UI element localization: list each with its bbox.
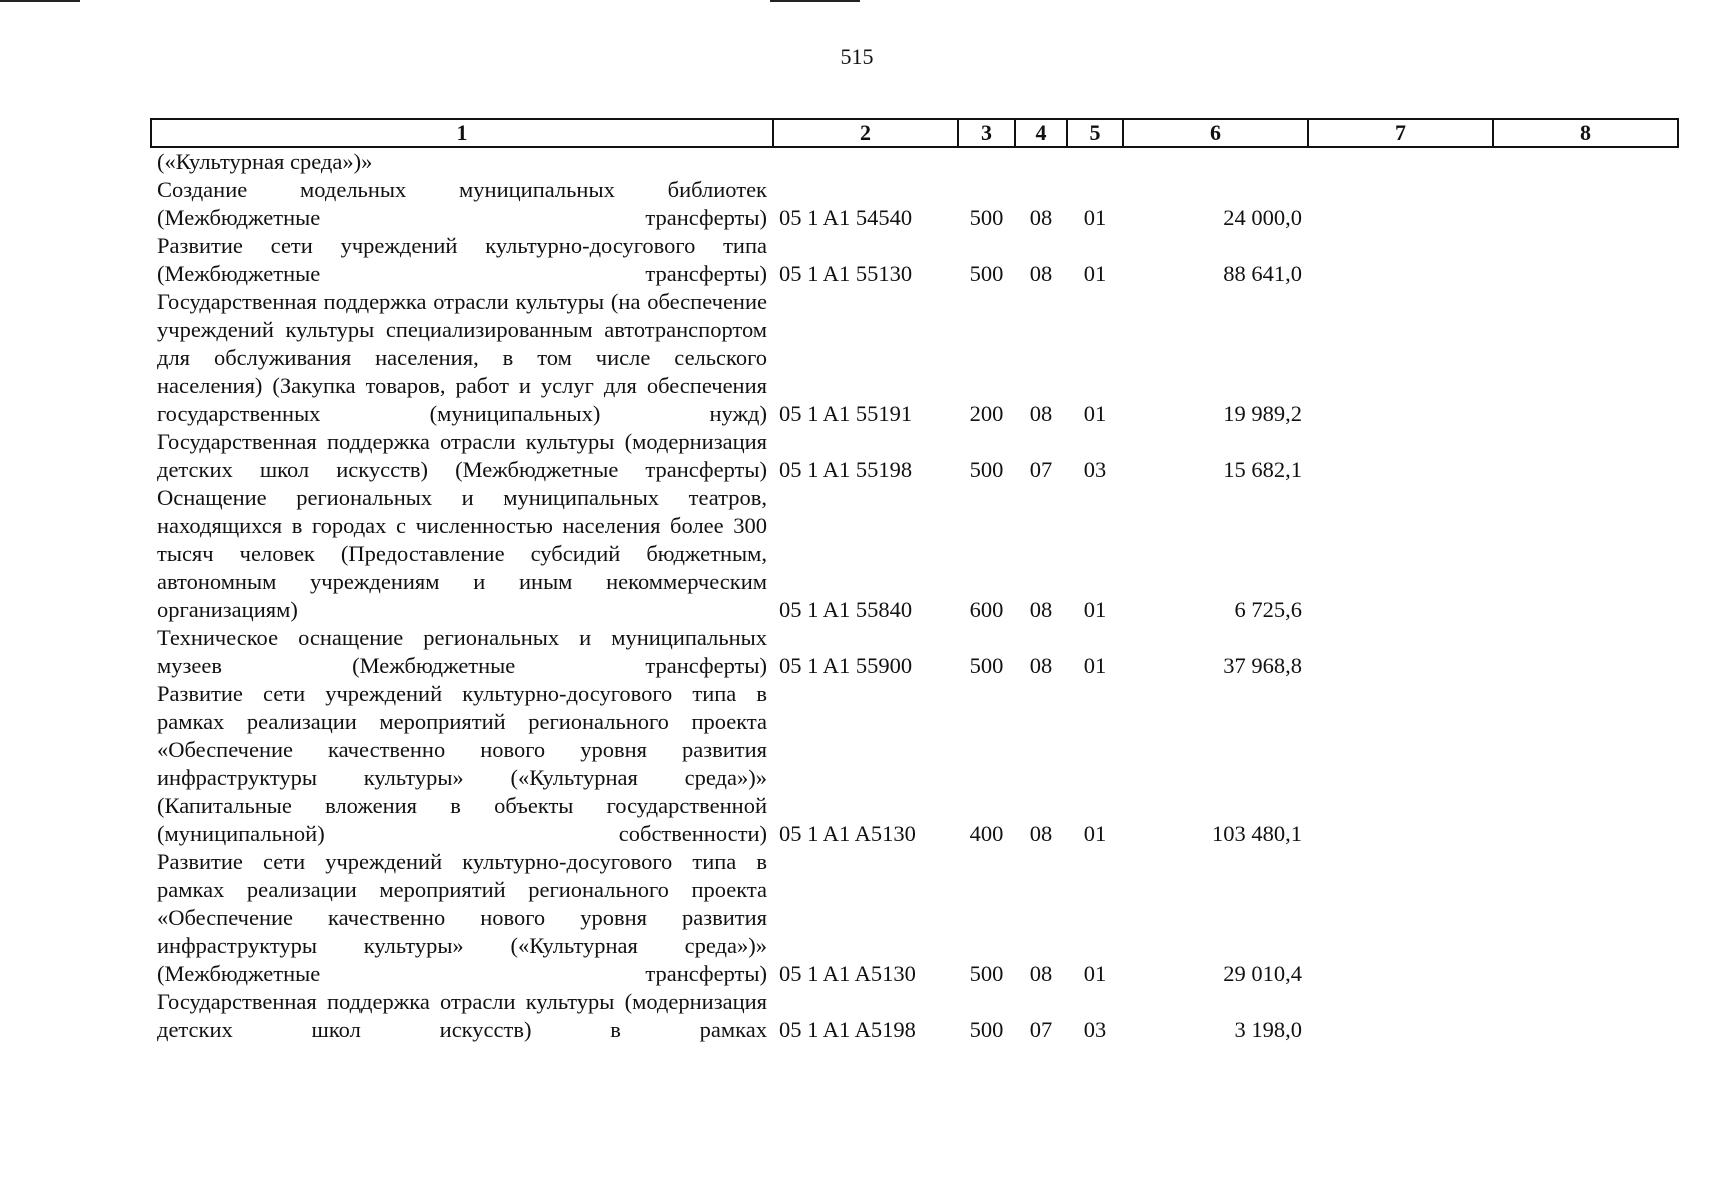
- row-target-code: 05 1 A1 55840: [779, 597, 913, 622]
- row-target-code: 05 1 A1 54540: [779, 205, 913, 230]
- row-col-7: [1308, 988, 1493, 1044]
- header-col-6: 6: [1123, 119, 1308, 147]
- row-target-code: 05 1 A1 55191: [779, 401, 913, 426]
- row-description: Оснащение региональных и муниципальных театров, находящихся в городах с численностью населения более 300 тысяч человек (Предоставление субсидий бюджетным, автономным учреждениям и иным некоммерческим организациям): [157, 485, 767, 622]
- table-row: [151, 176, 1678, 232]
- row-col-8: [1493, 624, 1678, 680]
- row-amount: 103 480,1: [1212, 821, 1302, 846]
- row-description: Создание модельных муниципальных библиотек (Межбюджетные трансферты): [157, 177, 767, 230]
- row-col-8: [1493, 680, 1678, 848]
- header-col-1: 1: [151, 119, 773, 147]
- row-col-7: [1308, 848, 1493, 988]
- row-expense-type: 500: [969, 457, 1004, 482]
- table-row-continuation: [151, 147, 1678, 176]
- header-col-4: 4: [1015, 119, 1067, 147]
- table-body: [151, 147, 1678, 1044]
- row-target-code: 05 1 A1 A5198: [779, 1017, 916, 1042]
- row-section: 08: [1029, 961, 1053, 986]
- row-amount: 88 641,0: [1223, 261, 1302, 286]
- row-section: 08: [1029, 821, 1053, 846]
- row-col-7: [1308, 484, 1493, 624]
- row-col-8: [1493, 176, 1678, 232]
- row-section: 08: [1029, 205, 1053, 230]
- row-section: 07: [1029, 1017, 1053, 1042]
- table-row: [151, 680, 1678, 848]
- row-col-8: [1493, 988, 1678, 1044]
- table-row: [151, 288, 1678, 428]
- header-row: [151, 119, 1678, 147]
- table-row: [151, 428, 1678, 484]
- row-expense-type: 500: [969, 1017, 1004, 1042]
- row-description: Техническое оснащение региональных и муниципальных музеев (Межбюджетные трансферты): [157, 625, 767, 678]
- table-row: [151, 484, 1678, 624]
- row-target-code: 05 1 A1 55900: [779, 653, 913, 678]
- row-target-code: 05 1 A1 55198: [779, 457, 913, 482]
- row-subsection: 01: [1083, 401, 1107, 426]
- row-subsection: 01: [1083, 653, 1107, 678]
- row-col-7: [1308, 428, 1493, 484]
- row-subsection: 03: [1083, 1017, 1107, 1042]
- header-col-5: 5: [1067, 119, 1123, 147]
- row-col-7: [1308, 624, 1493, 680]
- row-col-8: [1493, 288, 1678, 428]
- row-col-7: [1308, 232, 1493, 288]
- header-col-3: 3: [958, 119, 1015, 147]
- row-section: 08: [1029, 653, 1053, 678]
- table-header: [151, 119, 1678, 147]
- row-description: Развитие сети учреждений культурно-досугового типа (Межбюджетные трансферты): [157, 233, 767, 286]
- budget-table: [150, 118, 1679, 1044]
- scan-edge-line: [0, 0, 80, 2]
- row-amount: 37 968,8: [1223, 653, 1302, 678]
- row-expense-type: 600: [969, 597, 1004, 622]
- row-description: Развитие сети учреждений культурно-досугового типа в рамках реализации мероприятий регионального проекта «Обеспечение качественно нового уровня развития инфраструктуры культуры» («Культурная среда»)» (Капитальные вложения в объекты государственной (муниципальной) собственности): [157, 681, 767, 846]
- row-section: 08: [1029, 597, 1053, 622]
- row-subsection: 01: [1083, 597, 1107, 622]
- row-description: Развитие сети учреждений культурно-досугового типа в рамках реализации мероприятий регионального проекта «Обеспечение качественно нового уровня развития инфраструктуры культуры» («Культурная среда»)» (Межбюджетные трансферты): [157, 849, 767, 986]
- row-expense-type: 500: [969, 205, 1004, 230]
- row-expense-type: 500: [969, 261, 1004, 286]
- scan-edge-line: [770, 0, 860, 2]
- row-expense-type: 200: [969, 401, 1004, 426]
- row-description: Государственная поддержка отрасли культуры (на обеспечение учреждений культуры специализированным автотранспортом для обслуживания населения, в том числе сельского населения) (Закупка товаров, работ и услуг для обеспечения государственных (муниципальных) нужд): [157, 289, 767, 426]
- row-subsection: 01: [1083, 205, 1107, 230]
- row-section: 07: [1029, 457, 1053, 482]
- row-expense-type: 400: [969, 821, 1004, 846]
- row-description: («Культурная среда»)»: [157, 149, 373, 174]
- row-section: 08: [1029, 261, 1053, 286]
- table-row: [151, 232, 1678, 288]
- row-target-code: 05 1 A1 55130: [779, 261, 913, 286]
- header-col-2: 2: [773, 119, 958, 147]
- row-amount: 6 725,6: [1234, 597, 1302, 622]
- row-target-code: 05 1 A1 A5130: [779, 961, 916, 986]
- page-number: 515: [840, 44, 874, 69]
- row-col-8: [1493, 484, 1678, 624]
- row-amount: 19 989,2: [1223, 401, 1302, 426]
- table-row: [151, 848, 1678, 988]
- header-col-8: 8: [1493, 119, 1678, 147]
- row-amount: 24 000,0: [1223, 205, 1302, 230]
- table-row: [151, 624, 1678, 680]
- row-col-8: [1493, 848, 1678, 988]
- row-col-8: [1493, 232, 1678, 288]
- row-subsection: 01: [1083, 821, 1107, 846]
- row-expense-type: 500: [969, 653, 1004, 678]
- row-col-7: [1308, 288, 1493, 428]
- row-expense-type: 500: [969, 961, 1004, 986]
- row-amount: 3 198,0: [1234, 1017, 1302, 1042]
- row-description: Государственная поддержка отрасли культуры (модернизация детских школ искусств) (Межбюджетные трансферты): [157, 429, 767, 482]
- row-amount: 15 682,1: [1223, 457, 1302, 482]
- row-amount: 29 010,4: [1223, 961, 1302, 986]
- row-subsection: 03: [1083, 457, 1107, 482]
- row-subsection: 01: [1083, 961, 1107, 986]
- row-subsection: 01: [1083, 261, 1107, 286]
- row-col-7: [1308, 680, 1493, 848]
- table-row: [151, 988, 1678, 1044]
- row-description: Государственная поддержка отрасли культуры (модернизация детских школ искусств) в рамках: [157, 989, 767, 1042]
- row-target-code: 05 1 A1 A5130: [779, 821, 916, 846]
- header-col-7: 7: [1308, 119, 1493, 147]
- row-col-8: [1493, 428, 1678, 484]
- row-col-7: [1308, 176, 1493, 232]
- row-section: 08: [1029, 401, 1053, 426]
